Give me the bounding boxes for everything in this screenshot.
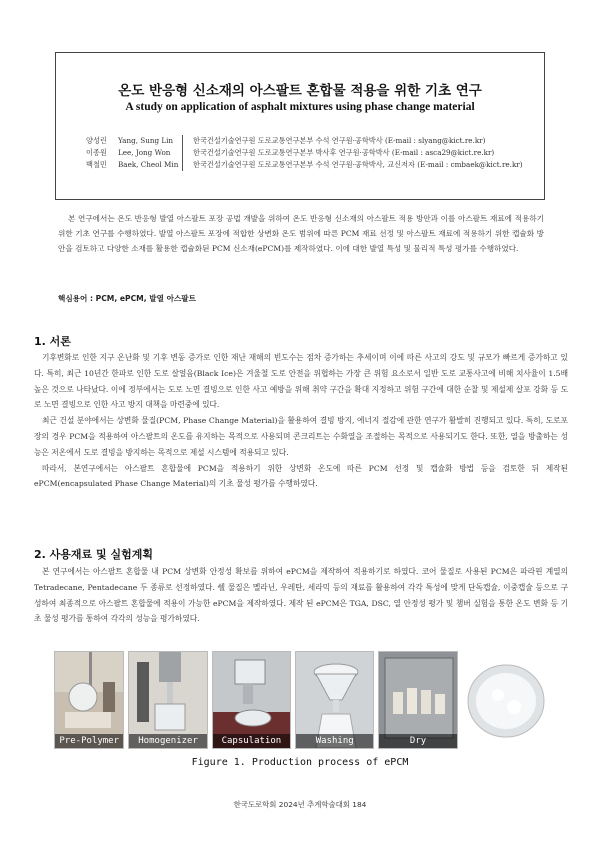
author-affiliation: 한국건설기술연구원 도로교통연구본부 수석 연구원·공학박사 (E-mail : slyang@kict.re.kr) <box>193 136 486 145</box>
author-row <box>86 159 534 171</box>
author-row <box>86 135 534 147</box>
author-name-kr: 양성린 <box>86 136 107 145</box>
figure-1 <box>54 651 548 749</box>
page-footer: 한국도로학회 2024년 추계학술대회 184 <box>233 800 367 809</box>
photo-caption: Homogenizer <box>129 734 206 748</box>
section-1-body <box>34 350 568 492</box>
title-english: A study on application of asphalt mixtures using phase change material <box>125 101 475 113</box>
section-1-heading: 1. 서론 <box>34 335 71 348</box>
photo-homogenizer <box>128 651 207 749</box>
paragraph: 최근 건설 분야에서는 상변화 물질(PCM, Phase Change Material)을 활용하여 결빙 방지, 에너지 절감에 관한 연구가 활발히 진행되고 있다. 특히, 도로포장의 경우 PCM을 적용하여 아스팔트의 온도를 유지하는 목적으로 사용되며 콘크리트는 수화열을 조절하는 목적으로 사용되기도 한다. 또한, 열을 방출하는 성능은 저온에서 도로 결빙을 방지하는 목적으로 제설 시스템에 적용되고 있다. <box>34 416 568 457</box>
photo-washing <box>295 651 374 749</box>
photo-dry <box>378 651 457 749</box>
section-2-body <box>34 564 568 627</box>
paragraph: 본 연구에서는 아스팔트 혼합물 내 PCM 상변화 안정성 확보를 위하여 ePCM을 제작하여 적용하기로 하였다. 코어 물질로 사용된 PCM은 파라핀 계열의 Tetradecane, Pentadecane 두 종류로 선정하였다. 쉘 물질은 멜라닌, 우레탄, 세라믹 등의 재료를 활용하여 각각 특성에 맞게 단독캡슐, 이중캡슐 등으로 구성하여 최종적으로 아스팔트 혼합물에 적용이 가능한 ePCM을 제작하였다. 제작 된 ePCM은 TGA, DSC, 열 안정성 평가 및 챔버 실험을 통한 온도 변화 등 기초 물성 평가를 통하여 각각의 성능을 평가하였다. <box>34 567 568 624</box>
author-name-kr: 백철민 <box>86 160 107 169</box>
author-name-en: Yang, Sung Lin <box>118 135 183 147</box>
photo-epcm-powder <box>462 651 548 749</box>
photo-caption: Washing <box>296 734 373 748</box>
figure-caption: Figure 1. Production process of ePCM <box>191 757 409 768</box>
photo-pre-polymer <box>54 651 124 749</box>
title-korean: 온도 반응형 신소재의 아스팔트 혼합물 적용을 위한 기초 연구 <box>118 83 482 99</box>
photo-caption: Dry <box>379 734 456 748</box>
author-name-kr: 이종원 <box>86 148 107 157</box>
author-affiliation: 한국건설기술연구원 도로교통연구본부 박사후 연구원·공학박사 (E-mail : asca29@kict.re.kr) <box>193 148 495 157</box>
author-list <box>86 135 534 171</box>
paragraph: 기후변화로 인한 지구 온난화 및 기후 변동 증가로 인한 재난 재해의 빈도수는 점차 증가하는 추세이며 이에 따른 사고의 강도 및 규모가 빠르게 증가하고 있다. 특히, 최근 10년간 한파로 인한 도로 살얼음(Black Ice)은 겨울철 도로 안전을 위협하는 가장 큰 위험 요소로서 일반 도로 교통사고에 비해 치사율이 1.5배 높은 것으로 나타났다. 이에 정부에서는 도로 노면 결빙으로 인한 사고 예방을 위해 취약 구간을 확대 지정하고 위험 구간에 대한 순찰 및 제설제 살포 강화 등 도로 노면 결빙으로 인한 사고 방지 대책을 마련중에 있다. <box>34 353 568 410</box>
paragraph: 따라서, 본연구에서는 아스팔트 혼합물에 PCM을 적용하기 위한 상변화 온도에 따른 PCM 선정 및 캡슐화 방법 등을 검토한 뒤 제작된 ePCM(encapsulated Phase Change Material)의 기초 물성 평가를 수행하였다. <box>34 463 568 489</box>
author-affiliation: 한국건설기술연구원 도로교통연구본부 수석 연구원·공학박사, 교신저자 (E-mail : cmbaek@kict.re.kr) <box>193 160 523 169</box>
photo-caption: Pre-Polymer <box>55 734 123 748</box>
epcm-powder-image <box>462 651 548 749</box>
abstract: 본 연구에서는 온도 반응형 발열 아스팔트 포장 공법 개발을 위하여 온도 반응형 신소재의 아스팔트 적용 방안과 이를 아스팔트 재료에 적용하기 위한 기초 연구를 수행하였다. 발열 아스팔트 포장에 적합한 상변화 온도 범위에 따른 PCM 재료 선정 및 아스팔트 재료에 적용하기 위한 캡슐화 방안을 검토하고 다양한 소재를 활용한 캡슐화된 PCM 신소재(ePCM)를 제작하였다. 이에 대한 발열 특성 및 물리적 특성 평가를 수행하였다. <box>58 214 544 254</box>
section-2-heading: 2. 사용재료 및 실험계획 <box>34 548 153 561</box>
author-name-en: Lee, Jong Won <box>118 147 183 159</box>
photo-capsulation <box>212 651 291 749</box>
author-name-en: Baek, Cheol Min <box>118 159 183 171</box>
photo-caption: Capsulation <box>213 734 290 748</box>
author-row <box>86 147 534 159</box>
title-box <box>55 52 545 200</box>
keywords: 핵심용어 : PCM, ePCM, 발열 아스팔트 <box>58 294 196 303</box>
